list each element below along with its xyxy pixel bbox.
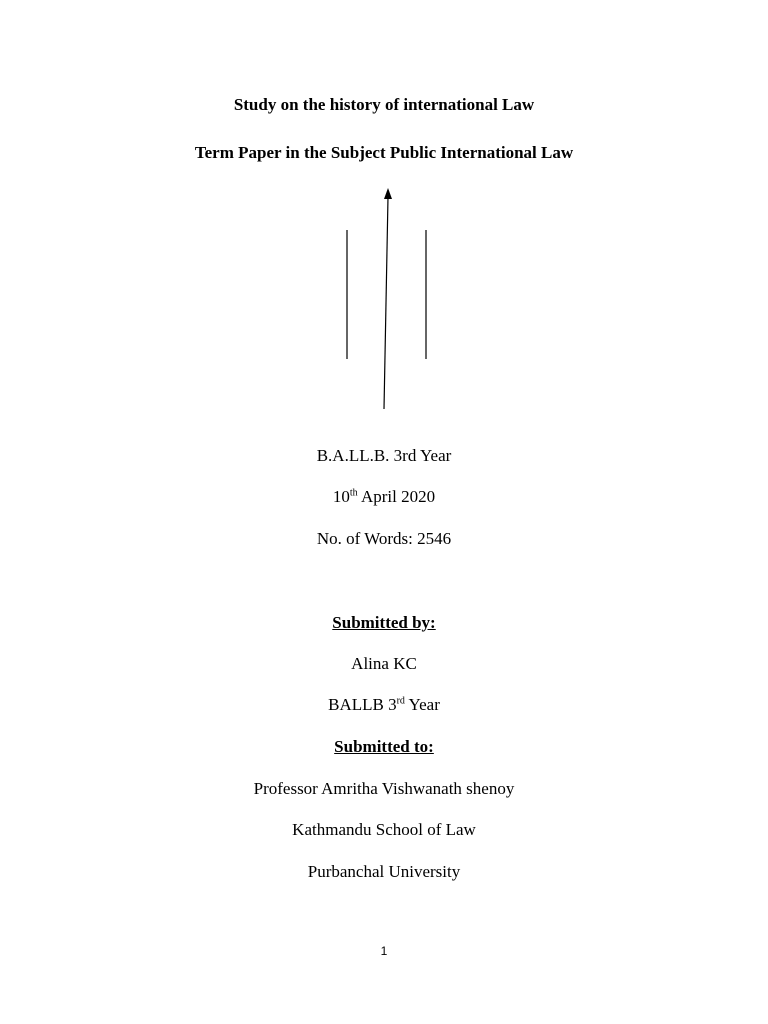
document-title: Study on the history of international Law: [233, 95, 535, 114]
university-name: Purbanchal University: [307, 862, 461, 881]
arrow-lines-graphic: [330, 185, 440, 415]
submitted-to-heading: Submitted to:: [334, 737, 434, 756]
author-name: Alina KC: [351, 654, 417, 673]
professor-name: Professor Amritha Vishwanath shenoy: [253, 779, 515, 798]
word-count: No. of Words: 2546: [316, 529, 452, 548]
submission-date: 10th April 2020: [332, 487, 436, 506]
center-arrow-head: [384, 188, 392, 199]
school-name: Kathmandu School of Law: [292, 820, 476, 839]
center-arrow-shaft: [384, 197, 388, 409]
author-year: BALLB 3rd Year: [328, 695, 440, 714]
document-subtitle: Term Paper in the Subject Public International Law: [194, 143, 574, 162]
submitted-by-heading: Submitted by:: [332, 613, 436, 632]
course-year: B.A.LL.B. 3rd Year: [316, 446, 452, 465]
page-number: 1: [380, 944, 388, 958]
